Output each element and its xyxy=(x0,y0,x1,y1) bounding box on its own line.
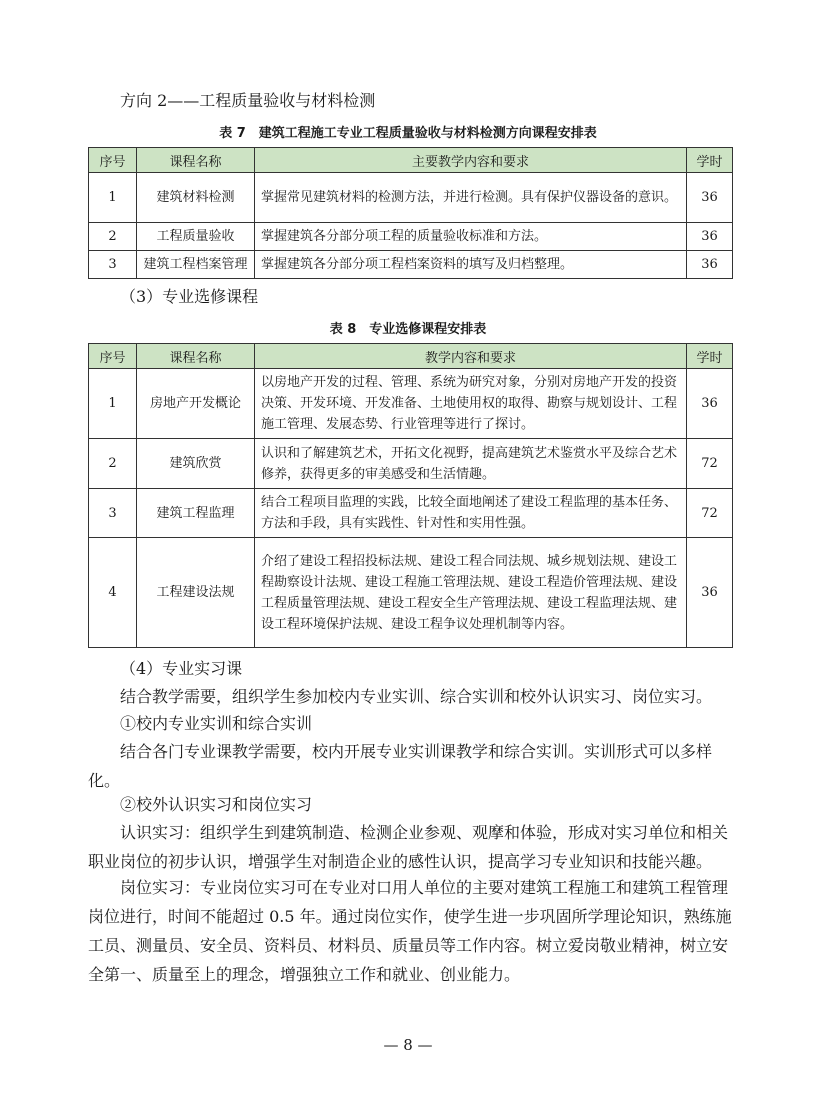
section4-heading: （4）专业实习课 xyxy=(120,659,243,678)
table-header-row xyxy=(89,148,733,173)
cell-no: 2 xyxy=(89,223,137,251)
cell-hours: 36 xyxy=(687,173,733,223)
cell-name: 建筑工程档案管理 xyxy=(137,251,255,279)
cell-content: 认识和了解建筑艺术，开拓文化视野，提高建筑艺术鉴赏水平及综合艺术修养，获得更多的审美感受和生活情趣。 xyxy=(255,439,687,489)
col-header-hours: 学时 xyxy=(687,148,733,173)
table-row xyxy=(89,369,733,439)
cell-hours: 36 xyxy=(687,369,733,439)
cell-name: 建筑工程监理 xyxy=(137,489,255,538)
sub2-text-2: 岗位实习：专业岗位实习可在专业对口用人单位的主要对建筑工程施工和建筑工程管理岗位进行，时间不能超过 0.5 年。通过岗位实作，使学生进一步巩固所学理论知识，熟练施工员、测量员、安全员、资料员、材料员、质量员等工作内容。树立爱岗敬业精神，树立安全第一、质量至上的理念，增强独立工作和就业、创业能力。 xyxy=(88,878,732,984)
col-header-name: 课程名称 xyxy=(137,344,255,369)
table7-caption: 表 7 建筑工程施工专业工程质量验收与材料检测方向课程安排表 xyxy=(219,126,597,141)
table-row xyxy=(89,173,733,223)
col-header-no: 序号 xyxy=(89,344,137,369)
section3-heading: （3）专业选修课程 xyxy=(120,287,259,306)
direction-heading: 方向 2——工程质量验收与材料检测 xyxy=(120,91,376,110)
cell-no: 3 xyxy=(89,251,137,279)
cell-hours: 36 xyxy=(687,538,733,648)
cell-content: 掌握建筑各分部分项工程档案资料的填写及归档整理。 xyxy=(255,251,687,279)
table-row xyxy=(89,439,733,489)
page-number: — 8 — xyxy=(383,1036,433,1054)
col-header-hours: 学时 xyxy=(687,344,733,369)
cell-no: 4 xyxy=(89,538,137,648)
cell-content: 掌握建筑各分部分项工程的质量验收标准和方法。 xyxy=(255,223,687,251)
cell-hours: 36 xyxy=(687,223,733,251)
cell-no: 3 xyxy=(89,489,137,538)
cell-no: 2 xyxy=(89,439,137,489)
cell-content: 以房地产开发的过程、管理、系统为研究对象，分别对房地产开发的投资决策、开发环境、开发准备、土地使用权的取得、勘察与规划设计、工程施工管理、发展态势、行业管理等进行了探讨。 xyxy=(255,369,687,439)
table8-caption: 表 8 专业选修课程安排表 xyxy=(329,322,487,337)
cell-hours: 72 xyxy=(687,439,733,489)
cell-hours: 36 xyxy=(687,251,733,279)
cell-name: 建筑材料检测 xyxy=(137,173,255,223)
sub2-heading: ②校外认识实习和岗位实习 xyxy=(120,795,313,814)
cell-no: 1 xyxy=(89,173,137,223)
section4-intro: 结合教学需要，组织学生参加校内专业实训、综合实训和校外认识实习、岗位实习。 xyxy=(120,687,713,706)
cell-name: 房地产开发概论 xyxy=(137,369,255,439)
cell-name: 工程建设法规 xyxy=(137,538,255,648)
sub2-text-1: 认识实习：组织学生到建筑制造、检测企业参观、观摩和体验，形成对实习单位和相关职业岗位的初步认识，增强学生对制造企业的感性认识，提高学习专业知识和技能兴趣。 xyxy=(88,823,729,871)
cell-no: 1 xyxy=(89,369,137,439)
col-header-name: 课程名称 xyxy=(137,148,255,173)
table-row xyxy=(89,538,733,648)
col-header-no: 序号 xyxy=(89,148,137,173)
sub1-text: 结合各门专业课教学需要，校内开展专业实训课教学和综合实训。实训形式可以多样化。 xyxy=(88,742,713,790)
table8 xyxy=(88,343,733,648)
table-header-row xyxy=(89,344,733,369)
cell-hours: 72 xyxy=(687,489,733,538)
cell-name: 建筑欣赏 xyxy=(137,439,255,489)
cell-name: 工程质量验收 xyxy=(137,223,255,251)
cell-content: 介绍了建设工程招投标法规、建设工程合同法规、城乡规划法规、建设工程勘察设计法规、建设工程施工管理法规、建设工程造价管理法规、建设工程质量管理法规、建设工程安全生产管理法规、建设工程监理法规、建设工程环境保护法规、建设工程争议处理机制等内容。 xyxy=(255,538,687,648)
cell-content: 结合工程项目监理的实践，比较全面地阐述了建设工程监理的基本任务、方法和手段，具有实践性、针对性和实用性强。 xyxy=(255,489,687,538)
sub1-heading: ①校内专业实训和综合实训 xyxy=(120,714,313,733)
table-row xyxy=(89,251,733,279)
table7 xyxy=(88,147,733,279)
col-header-content: 主要教学内容和要求 xyxy=(255,148,687,173)
table-row xyxy=(89,223,733,251)
cell-content: 掌握常见建筑材料的检测方法，并进行检测。具有保护仪器设备的意识。 xyxy=(255,173,687,223)
table-row xyxy=(89,489,733,538)
col-header-content: 教学内容和要求 xyxy=(255,344,687,369)
